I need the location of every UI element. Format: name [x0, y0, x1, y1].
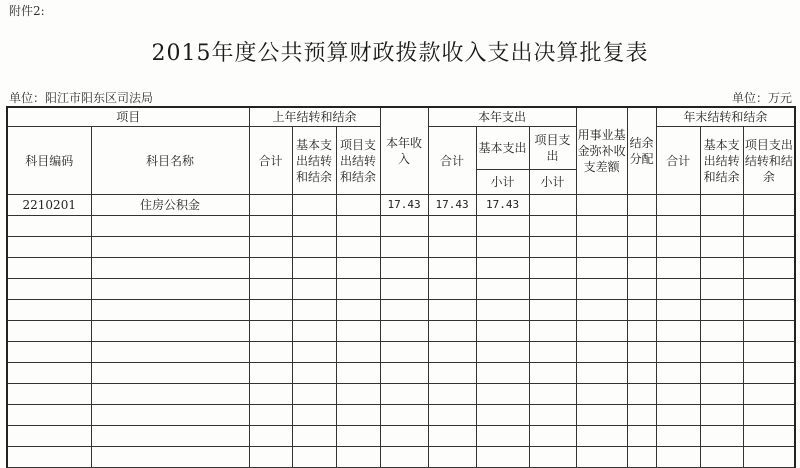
header-current-income: 本年收入 [380, 107, 428, 195]
cell-expense-total: 17.43 [428, 195, 476, 216]
table-body [7, 195, 795, 468]
cell-fund-gap [576, 195, 627, 216]
cell-end-project [743, 321, 795, 342]
cell-name [91, 321, 249, 342]
table-row [7, 237, 795, 258]
cell-prev-total [249, 405, 292, 426]
cell-prev-total [249, 279, 292, 300]
cell-end-project [743, 363, 795, 384]
cell-expense-total [428, 426, 476, 447]
cell-prev-project [336, 300, 380, 321]
cell-income: 17.43 [380, 195, 428, 216]
cell-prev-basic [292, 237, 336, 258]
cell-distribution [627, 363, 656, 384]
cell-expense-basic [476, 321, 529, 342]
cell-end-total [656, 426, 700, 447]
header-subject-name: 科目名称 [91, 127, 249, 195]
cell-distribution [627, 426, 656, 447]
cell-end-total [656, 279, 700, 300]
cell-distribution [627, 384, 656, 405]
cell-distribution [627, 447, 656, 468]
cell-expense-project [529, 426, 576, 447]
cell-income [380, 216, 428, 237]
cell-income [380, 237, 428, 258]
cell-expense-basic [476, 216, 529, 237]
cell-end-basic [700, 447, 743, 468]
cell-distribution [627, 321, 656, 342]
cell-distribution [627, 405, 656, 426]
cell-name [91, 258, 249, 279]
header-expense-total: 合计 [428, 127, 476, 195]
table-row [7, 216, 795, 237]
cell-end-project [743, 216, 795, 237]
cell-expense-basic [476, 405, 529, 426]
cell-distribution [627, 216, 656, 237]
cell-expense-project [529, 195, 576, 216]
cell-prev-total [249, 195, 292, 216]
cell-expense-project [529, 300, 576, 321]
cell-code [7, 342, 91, 363]
cell-distribution [627, 258, 656, 279]
cell-expense-total [428, 447, 476, 468]
header-basic-expense: 基本支出 [476, 127, 529, 170]
cell-end-total [656, 258, 700, 279]
cell-prev-project [336, 195, 380, 216]
cell-income [380, 300, 428, 321]
cell-name [91, 405, 249, 426]
header-prev-total: 合计 [249, 127, 292, 195]
cell-income [380, 426, 428, 447]
cell-code [7, 279, 91, 300]
cell-name [91, 237, 249, 258]
cell-prev-total [249, 426, 292, 447]
cell-expense-project [529, 258, 576, 279]
cell-end-basic [700, 363, 743, 384]
cell-code [7, 258, 91, 279]
cell-prev-total [249, 447, 292, 468]
cell-distribution [627, 195, 656, 216]
cell-expense-basic: 17.43 [476, 195, 529, 216]
cell-end-basic [700, 237, 743, 258]
cell-code [7, 447, 91, 468]
cell-end-basic [700, 258, 743, 279]
cell-prev-basic [292, 195, 336, 216]
cell-fund-gap [576, 447, 627, 468]
cell-fund-gap [576, 300, 627, 321]
cell-end-total [656, 384, 700, 405]
cell-prev-basic [292, 426, 336, 447]
cell-fund-gap [576, 426, 627, 447]
cell-prev-project [336, 258, 380, 279]
cell-end-total [656, 363, 700, 384]
header-prev-basic: 基本支出结转和结余 [292, 127, 336, 195]
cell-fund-gap [576, 237, 627, 258]
cell-prev-total [249, 237, 292, 258]
attachment-label: 附件2: [9, 4, 45, 18]
cell-distribution [627, 237, 656, 258]
header-current-expense: 本年支出 [428, 107, 576, 127]
cell-prev-total [249, 216, 292, 237]
document-title: 2015年度公共预算财政拨款收入支出决算批复表 [151, 41, 649, 66]
cell-end-project [743, 279, 795, 300]
cell-distribution [627, 300, 656, 321]
header-distribution: 结余分配 [627, 107, 656, 195]
table-row [7, 384, 795, 405]
cell-name [91, 279, 249, 300]
cell-expense-total [428, 279, 476, 300]
cell-expense-project [529, 384, 576, 405]
cell-end-basic [700, 405, 743, 426]
table-row [7, 300, 795, 321]
cell-income [380, 258, 428, 279]
cell-fund-gap [576, 321, 627, 342]
header-end-total: 合计 [656, 127, 700, 195]
unit-organization: 单位：阳江市阳东区司法局 [9, 91, 154, 105]
cell-name [91, 216, 249, 237]
header-end-project: 项目支出结转和结余 [743, 127, 795, 195]
cell-prev-basic [292, 216, 336, 237]
table-row [7, 405, 795, 426]
table-row [7, 447, 795, 468]
cell-end-basic [700, 300, 743, 321]
table-row [7, 342, 795, 363]
cell-end-basic [700, 384, 743, 405]
header-project-subtotal: 小计 [529, 170, 576, 195]
cell-expense-total [428, 384, 476, 405]
cell-prev-total [249, 321, 292, 342]
cell-end-basic [700, 279, 743, 300]
cell-fund-gap [576, 342, 627, 363]
cell-income [380, 279, 428, 300]
budget-approval-table [6, 106, 796, 468]
cell-fund-gap [576, 384, 627, 405]
cell-fund-gap [576, 258, 627, 279]
cell-name [91, 426, 249, 447]
cell-end-project [743, 258, 795, 279]
cell-end-project [743, 300, 795, 321]
cell-distribution [627, 279, 656, 300]
cell-end-basic [700, 195, 743, 216]
cell-end-basic [700, 342, 743, 363]
header-end-balance: 年末结转和结余 [656, 107, 795, 127]
cell-prev-project [336, 447, 380, 468]
cell-prev-project [336, 216, 380, 237]
cell-income [380, 384, 428, 405]
cell-expense-project [529, 405, 576, 426]
cell-end-total [656, 195, 700, 216]
cell-end-total [656, 300, 700, 321]
cell-end-project [743, 447, 795, 468]
cell-expense-basic [476, 447, 529, 468]
cell-fund-gap [576, 216, 627, 237]
cell-prev-project [336, 342, 380, 363]
cell-end-total [656, 216, 700, 237]
cell-end-total [656, 447, 700, 468]
cell-code: 2210201 [7, 195, 91, 216]
cell-prev-basic [292, 258, 336, 279]
cell-name [91, 342, 249, 363]
cell-end-total [656, 321, 700, 342]
cell-code [7, 405, 91, 426]
cell-name [91, 384, 249, 405]
cell-prev-total [249, 300, 292, 321]
cell-expense-basic [476, 300, 529, 321]
header-item: 项目 [7, 107, 249, 127]
table-row [7, 363, 795, 384]
cell-prev-basic [292, 342, 336, 363]
header-end-basic: 基本支出结转和结余 [700, 127, 743, 195]
header-fund-gap: 用事业基金弥补收支差额 [576, 107, 627, 195]
unit-currency: 单位：万元 [731, 91, 792, 105]
cell-prev-project [336, 405, 380, 426]
cell-code [7, 321, 91, 342]
cell-end-project [743, 384, 795, 405]
cell-expense-basic [476, 363, 529, 384]
cell-expense-total [428, 237, 476, 258]
cell-expense-project [529, 342, 576, 363]
cell-expense-total [428, 363, 476, 384]
header-basic-subtotal: 小计 [476, 170, 529, 195]
cell-expense-basic [476, 426, 529, 447]
table-row [7, 279, 795, 300]
cell-income [380, 321, 428, 342]
cell-fund-gap [576, 405, 627, 426]
cell-expense-total [428, 405, 476, 426]
cell-expense-project [529, 321, 576, 342]
table-row [7, 258, 795, 279]
cell-prev-project [336, 384, 380, 405]
cell-expense-total [428, 216, 476, 237]
cell-end-project [743, 405, 795, 426]
cell-prev-project [336, 321, 380, 342]
cell-prev-basic [292, 405, 336, 426]
cell-prev-total [249, 384, 292, 405]
cell-expense-project [529, 279, 576, 300]
cell-code [7, 237, 91, 258]
cell-prev-basic [292, 300, 336, 321]
cell-end-project [743, 195, 795, 216]
cell-end-basic [700, 321, 743, 342]
cell-name: 住房公积金 [91, 195, 249, 216]
cell-distribution [627, 342, 656, 363]
cell-end-total [656, 342, 700, 363]
cell-prev-project [336, 279, 380, 300]
cell-prev-basic [292, 447, 336, 468]
cell-expense-total [428, 321, 476, 342]
cell-prev-total [249, 363, 292, 384]
cell-end-basic [700, 216, 743, 237]
cell-expense-total [428, 258, 476, 279]
cell-expense-project [529, 447, 576, 468]
cell-name [91, 363, 249, 384]
cell-code [7, 300, 91, 321]
table-row [7, 195, 795, 216]
cell-prev-total [249, 258, 292, 279]
cell-prev-project [336, 237, 380, 258]
cell-expense-basic [476, 237, 529, 258]
cell-end-total [656, 237, 700, 258]
cell-income [380, 405, 428, 426]
cell-prev-basic [292, 321, 336, 342]
cell-prev-total [249, 342, 292, 363]
cell-expense-basic [476, 342, 529, 363]
cell-code [7, 363, 91, 384]
cell-expense-total [428, 300, 476, 321]
cell-prev-basic [292, 384, 336, 405]
cell-expense-basic [476, 279, 529, 300]
header-subject-code: 科目编码 [7, 127, 91, 195]
header-prev-project: 项目支出结转和结余 [336, 127, 380, 195]
cell-end-basic [700, 426, 743, 447]
cell-income [380, 447, 428, 468]
cell-expense-basic [476, 384, 529, 405]
cell-fund-gap [576, 363, 627, 384]
cell-prev-basic [292, 363, 336, 384]
cell-code [7, 426, 91, 447]
cell-expense-project [529, 363, 576, 384]
cell-code [7, 384, 91, 405]
cell-end-project [743, 237, 795, 258]
cell-code [7, 216, 91, 237]
cell-expense-total [428, 342, 476, 363]
cell-expense-basic [476, 258, 529, 279]
cell-end-project [743, 426, 795, 447]
cell-prev-project [336, 363, 380, 384]
cell-income [380, 342, 428, 363]
cell-name [91, 300, 249, 321]
cell-end-project [743, 342, 795, 363]
cell-prev-basic [292, 279, 336, 300]
header-project-expense: 项目支出 [529, 127, 576, 170]
cell-income [380, 363, 428, 384]
cell-end-total [656, 405, 700, 426]
table-row [7, 426, 795, 447]
cell-prev-project [336, 426, 380, 447]
cell-fund-gap [576, 279, 627, 300]
cell-expense-project [529, 237, 576, 258]
cell-expense-project [529, 216, 576, 237]
cell-name [91, 447, 249, 468]
table-row [7, 321, 795, 342]
header-prev-balance: 上年结转和结余 [249, 107, 380, 127]
